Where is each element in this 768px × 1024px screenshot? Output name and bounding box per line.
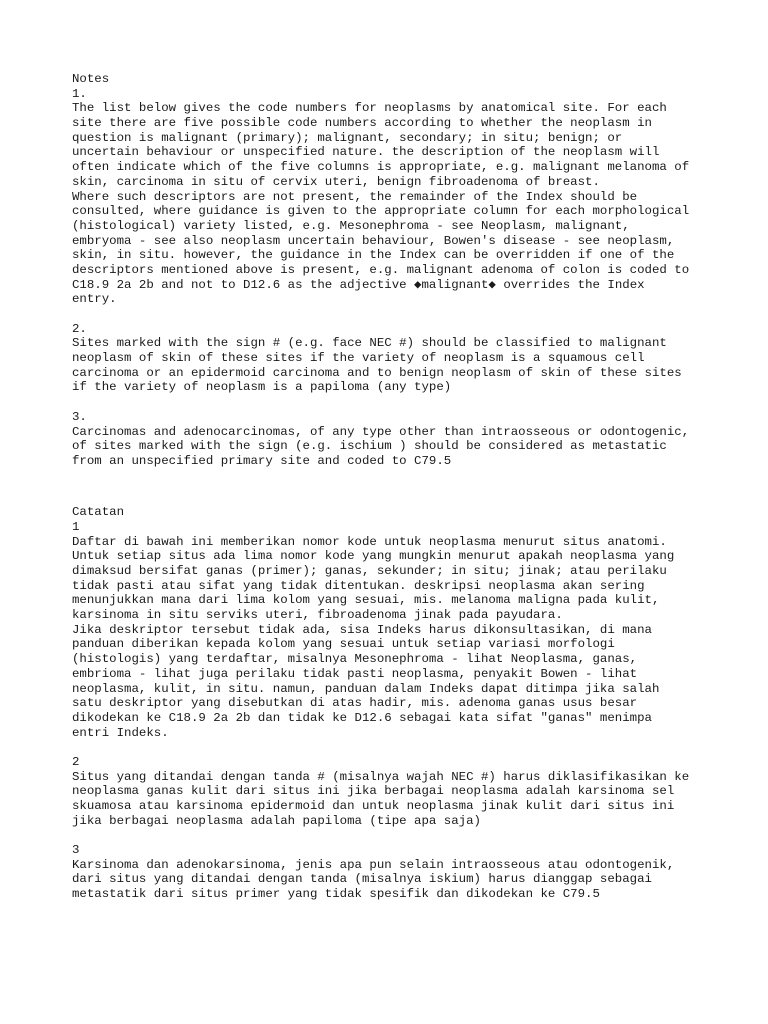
note-line: descriptors mentioned above is present, e.g. malignant adenoma of colon is coded to	[72, 262, 690, 277]
note-line: embrioma - lihat juga perilaku tidak pasti neoplasma, penyakit Bowen - lihat	[72, 666, 638, 681]
note-number: 2.	[72, 321, 87, 336]
note-line: skin, carcinoma in situ of cervix uteri, benign fibroadenoma of breast.	[72, 174, 600, 189]
document-page	[72, 72, 712, 902]
note-number: 3.	[72, 409, 87, 424]
english-note-2	[72, 322, 712, 395]
indonesian-note-2	[72, 755, 712, 828]
note-line: Untuk setiap situs ada lima nomor kode yang mungkin menurut apakah neoplasma yang	[72, 549, 675, 564]
catatan-heading: Catatan	[72, 505, 125, 520]
note-line: panduan diberikan kepada kolom yang sesuai untuk setiap variasi morfologi	[72, 637, 615, 652]
note-line: Karsinoma dan adenokarsinoma, jenis apa pun selain intraosseous atau odontogenik,	[72, 857, 675, 872]
note-line: embryoma - see also neoplasm uncertain behaviour, Bowen's disease - see neoplasm,	[72, 233, 675, 248]
note-line: neoplasma ganas kulit dari situs ini jika berbagai neoplasma adalah karsinoma sel	[72, 784, 675, 799]
notes-heading: Notes	[72, 72, 110, 86]
note-line: carcinoma or an epidermoid carcinoma and to benign neoplasm of skin of these sites	[72, 365, 682, 380]
note-line: dari situs yang ditandai dengan tanda (misalnya iskium) harus dianggap sebagai	[72, 872, 652, 887]
english-note-3	[72, 410, 712, 469]
note-line: entry.	[72, 292, 117, 307]
note-line: jika berbagai neoplasma adalah papiloma (tipe apa saja)	[72, 813, 481, 828]
note-number: 1	[72, 519, 80, 534]
section-gap	[72, 483, 712, 505]
note-line: neoplasma, kulit, in situ. namun, panduan dalam Indeks dapat ditimpa jika salah	[72, 681, 660, 696]
note-line: (histological) variety listed, e.g. Mesonephroma - see Neoplasm, malignant,	[72, 218, 630, 233]
note-line: if the variety of neoplasm is a papiloma (any type)	[72, 380, 452, 395]
note-line: Situs yang ditandai dengan tanda # (misalnya wajah NEC #) harus diklasifikasikan ke	[72, 769, 690, 784]
note-line: uncertain behaviour or unspecified nature. the description of the neoplasm will	[72, 145, 660, 160]
note-line: metastatik dari situs primer yang tidak spesifik dan dikodekan ke C79.5	[72, 887, 600, 902]
note-line: menunjukkan mana dari lima kolom yang sesuai, mis. melanoma maligna pada kulit,	[72, 593, 660, 608]
note-line: tidak pasti atau sifat yang tidak ditentukan. deskripsi neoplasma akan sering	[72, 578, 645, 593]
note-line: Sites marked with the sign # (e.g. face NEC #) should be classified to malignant	[72, 336, 667, 351]
paragraph-gap	[72, 740, 712, 755]
note-line: from an unspecified primary site and coded to C79.5	[72, 453, 452, 468]
note-line: Carcinomas and adenocarcinomas, of any type other than intraosseous or odontogenic,	[72, 424, 690, 439]
indonesian-notes-section	[72, 505, 712, 902]
english-note-1	[72, 87, 712, 307]
note-number: 2	[72, 754, 80, 769]
note-line: (histologis) yang terdaftar, misalnya Mesonephroma - lihat Neoplasma, ganas,	[72, 652, 638, 667]
note-line: dimaksud bersifat ganas (primer); ganas, sekunder; in situ; jinak; atau perilaku	[72, 564, 667, 578]
section-gap	[72, 469, 712, 484]
note-line: of sites marked with the sign (e.g. ischium ) should be considered as metastatic	[72, 439, 667, 454]
note-line: consulted, where guidance is given to the appropriate column for each morphological	[72, 204, 690, 219]
note-line: karsinoma in situ serviks uteri, fibroadenoma jinak pada payudara.	[72, 608, 563, 623]
english-notes-section	[72, 72, 712, 469]
note-line: site there are five possible code numbers according to whether the neoplasm in	[72, 116, 652, 131]
paragraph-gap	[72, 828, 712, 843]
note-line: C18.9 2a 2b and not to D12.6 as the adjective ◆malignant◆ overrides the Index	[72, 277, 645, 292]
note-line: dikodekan ke C18.9 2a 2b dan tidak ke D12.6 sebagai kata sifat "ganas" menimpa	[72, 710, 652, 725]
note-number: 3	[72, 843, 80, 858]
paragraph-gap	[72, 307, 712, 322]
indonesian-note-1	[72, 520, 712, 740]
note-line: The list below gives the code numbers for neoplasms by anatomical site. For each	[72, 101, 667, 116]
note-number: 1.	[72, 86, 87, 101]
note-line: satu deskriptor yang disebutkan di atas hadir, mis. adenoma ganas usus besar	[72, 696, 638, 711]
note-line: neoplasm of skin of these sites if the variety of neoplasm is a squamous cell	[72, 351, 645, 366]
indonesian-note-3	[72, 843, 712, 902]
note-line: question is malignant (primary); malignant, secondary; in situ; benign; or	[72, 130, 623, 145]
paragraph-gap	[72, 395, 712, 410]
note-line: skin, in situ. however, the guidance in the Index can be overridden if one of the	[72, 248, 675, 263]
note-line: entri Indeks.	[72, 725, 169, 740]
note-line: skuamosa atau karsinoma epidermoid dan untuk neoplasma jinak kulit dari situs ini	[72, 799, 675, 813]
note-line: often indicate which of the five columns is appropriate, e.g. malignant melanoma of	[72, 160, 690, 175]
note-line: Where such descriptors are not present, the remainder of the Index should be	[72, 189, 638, 204]
note-line: Daftar di bawah ini memberikan nomor kode untuk neoplasma menurut situs anatomi.	[72, 534, 667, 549]
note-line: Jika deskriptor tersebut tidak ada, sisa Indeks harus dikonsultasikan, di mana	[72, 622, 652, 637]
